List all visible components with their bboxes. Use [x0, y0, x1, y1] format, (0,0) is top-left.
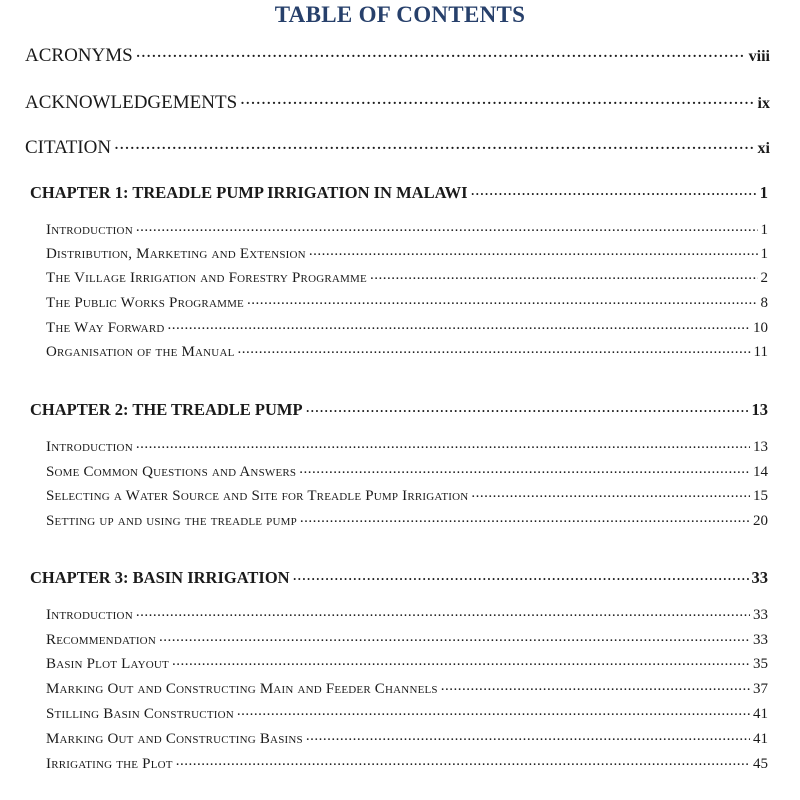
toc-page-number: 41 — [753, 731, 768, 747]
dot-leader — [114, 134, 754, 153]
toc-page-number: viii — [748, 48, 770, 65]
dot-leader — [159, 629, 750, 644]
toc-page-number: 1 — [760, 246, 768, 262]
toc-entry-label: ACKNOWLEDGEMENTS — [25, 92, 238, 113]
toc-section[interactable] — [46, 267, 768, 287]
section-label: Introduction — [46, 607, 133, 623]
toc-page-number: 2 — [760, 270, 768, 286]
toc-section[interactable] — [46, 341, 768, 361]
toc-page-number: 13 — [751, 399, 768, 419]
dot-leader — [293, 566, 749, 583]
dot-leader — [309, 243, 758, 258]
dot-leader — [237, 703, 750, 718]
toc-section[interactable] — [46, 753, 768, 773]
dot-leader — [136, 436, 750, 451]
toc-chapter-1[interactable] — [30, 181, 768, 203]
section-label: Marking Out and Constructing Main and Feeder Channels — [46, 681, 438, 697]
dot-leader — [240, 89, 754, 108]
dot-leader — [136, 604, 750, 619]
toc-section[interactable] — [46, 243, 768, 263]
section-label: Organisation of the Manual — [46, 344, 235, 360]
toc-page-number: 15 — [753, 488, 768, 504]
dot-leader — [306, 728, 750, 743]
dot-leader — [370, 267, 758, 282]
toc-page-number: 45 — [753, 756, 768, 772]
section-label: Basin Plot Layout — [46, 656, 169, 672]
toc-page-number: 10 — [753, 320, 768, 336]
dot-leader — [247, 292, 758, 307]
section-label: Selecting a Water Source and Site for Treadle Pump Irrigation — [46, 488, 469, 504]
toc-page-number: 33 — [751, 567, 768, 587]
toc-section[interactable] — [46, 317, 768, 337]
toc-page-number: xi — [757, 140, 770, 157]
chapter-label: CHAPTER 1: TREADLE PUMP IRRIGATION IN MALAWI — [30, 182, 468, 202]
dot-leader — [176, 753, 750, 768]
toc-entry-acronyms[interactable] — [25, 42, 770, 67]
toc-section[interactable] — [46, 653, 768, 673]
toc-chapter-2[interactable] — [30, 398, 768, 420]
toc-page-number: 13 — [753, 439, 768, 455]
toc-chapter-3[interactable] — [30, 566, 768, 588]
dot-leader — [471, 485, 750, 500]
toc-page-number: 20 — [753, 513, 768, 529]
toc-entry-citation[interactable] — [25, 134, 770, 159]
dot-leader — [136, 219, 758, 234]
section-label: Introduction — [46, 439, 133, 455]
toc-page-number: 1 — [759, 182, 768, 202]
toc-entry-acknowledgements[interactable] — [25, 89, 770, 114]
chapter-label: CHAPTER 2: THE TREADLE PUMP — [30, 399, 303, 419]
dot-leader — [299, 461, 750, 476]
dot-leader — [136, 42, 746, 61]
toc-section[interactable] — [46, 728, 768, 748]
toc-entry-label: CITATION — [25, 137, 112, 158]
section-label: Some Common Questions and Answers — [46, 464, 297, 480]
toc-section[interactable] — [46, 604, 768, 624]
toc-section[interactable] — [46, 485, 768, 505]
toc-page-number: 35 — [753, 656, 768, 672]
section-label: Distribution, Marketing and Extension — [46, 246, 306, 262]
toc-section[interactable] — [46, 510, 768, 530]
section-label: Stilling Basin Construction — [46, 706, 234, 722]
dot-leader — [238, 341, 751, 356]
toc-entry-label: ACRONYMS — [25, 45, 133, 66]
dot-leader — [300, 510, 750, 525]
toc-page-number: 33 — [753, 607, 768, 623]
section-label: Irrigating the Plot — [46, 756, 173, 772]
section-label: Setting up and using the treadle pump — [46, 513, 297, 529]
toc-section[interactable] — [46, 703, 768, 723]
toc-page-number: 11 — [753, 344, 768, 360]
section-label: The Public Works Programme — [46, 295, 244, 311]
toc-section[interactable] — [46, 678, 768, 698]
section-label: Introduction — [46, 222, 133, 238]
toc-section[interactable] — [46, 219, 768, 239]
dot-leader — [172, 653, 750, 668]
toc-page-number: 37 — [753, 681, 768, 697]
toc-page-number: 14 — [753, 464, 768, 480]
toc-page-number: 33 — [753, 632, 768, 648]
toc-page-number: ix — [757, 95, 770, 112]
toc-section[interactable] — [46, 292, 768, 312]
dot-leader — [471, 181, 757, 198]
chapter-label: CHAPTER 3: BASIN IRRIGATION — [30, 567, 290, 587]
toc-section[interactable] — [46, 436, 768, 456]
toc-page-number: 1 — [760, 222, 768, 238]
section-label: The Way Forward — [46, 320, 165, 336]
toc-section[interactable] — [46, 461, 768, 481]
dot-leader — [441, 678, 750, 693]
page-title: TABLE OF CONTENTS — [274, 2, 526, 27]
toc-page-number: 8 — [760, 295, 768, 311]
dot-leader — [168, 317, 751, 332]
toc-section[interactable] — [46, 629, 768, 649]
section-label: Marking Out and Constructing Basins — [46, 731, 303, 747]
dot-leader — [306, 398, 749, 415]
section-label: Recommendation — [46, 632, 156, 648]
section-label: The Village Irrigation and Forestry Programme — [46, 270, 367, 286]
toc-page-number: 41 — [753, 706, 768, 722]
